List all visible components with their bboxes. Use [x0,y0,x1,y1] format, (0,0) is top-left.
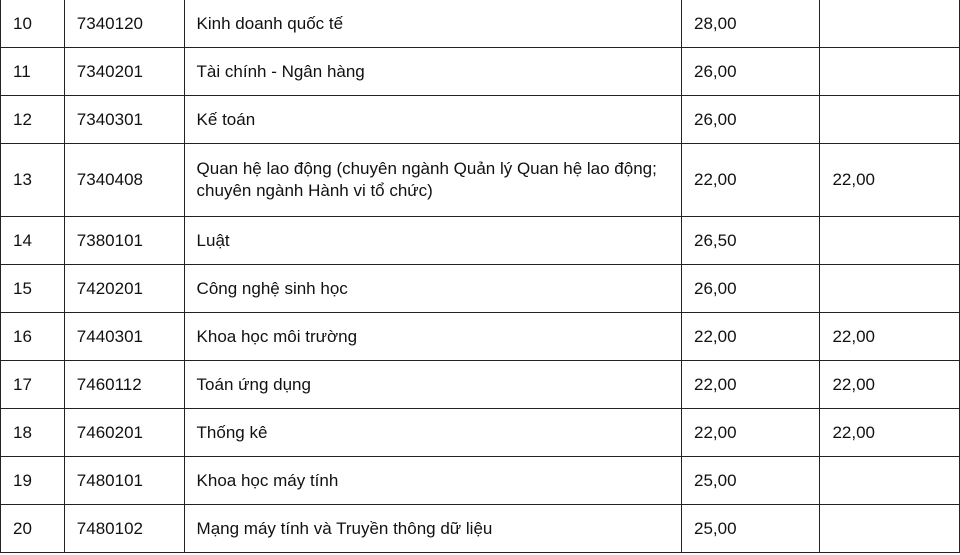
table-row [1,457,960,505]
cell-major-name: Khoa học môi trường [184,313,681,361]
cell-score-2: 22,00 [820,313,960,361]
cell-code: 7380101 [64,217,184,265]
cell-score: 25,00 [681,505,819,553]
cell-major-name: Mạng máy tính và Truyền thông dữ liệu [184,505,681,553]
cell-score-2 [820,96,960,144]
table-row [1,265,960,313]
cell-score-2 [820,48,960,96]
cell-stt: 15 [1,265,65,313]
table-body [1,0,960,553]
cell-score-2 [820,457,960,505]
cell-score: 22,00 [681,409,819,457]
cell-stt: 20 [1,505,65,553]
cell-score: 22,00 [681,313,819,361]
table-row [1,361,960,409]
cell-code: 7480101 [64,457,184,505]
cell-major-name: Thống kê [184,409,681,457]
cell-score: 22,00 [681,361,819,409]
table-row [1,96,960,144]
cell-code: 7460201 [64,409,184,457]
cell-score: 22,00 [681,144,819,217]
cell-stt: 12 [1,96,65,144]
cell-major-name: Kế toán [184,96,681,144]
table-row [1,48,960,96]
cell-major-name: Kinh doanh quốc tế [184,0,681,48]
cell-score-2: 22,00 [820,361,960,409]
table-row [1,0,960,48]
cell-stt: 13 [1,144,65,217]
cell-score: 26,00 [681,96,819,144]
cell-score-2 [820,505,960,553]
cell-score-2: 22,00 [820,409,960,457]
cell-major-name: Tài chính - Ngân hàng [184,48,681,96]
cell-score: 25,00 [681,457,819,505]
table-row [1,313,960,361]
cell-stt: 18 [1,409,65,457]
table-row [1,409,960,457]
cell-score: 28,00 [681,0,819,48]
cell-code: 7420201 [64,265,184,313]
cell-score-2: 22,00 [820,144,960,217]
cell-score-2 [820,265,960,313]
cell-stt: 17 [1,361,65,409]
cell-code: 7480102 [64,505,184,553]
cell-score: 26,00 [681,48,819,96]
cell-stt: 16 [1,313,65,361]
cell-stt: 11 [1,48,65,96]
cell-code: 7340301 [64,96,184,144]
table-row [1,217,960,265]
cell-major-name: Công nghệ sinh học [184,265,681,313]
cell-code: 7440301 [64,313,184,361]
cell-code: 7340201 [64,48,184,96]
cell-major-name: Khoa học máy tính [184,457,681,505]
cell-stt: 14 [1,217,65,265]
cell-score: 26,50 [681,217,819,265]
table-row [1,144,960,217]
cell-stt: 10 [1,0,65,48]
cell-score-2 [820,217,960,265]
cell-major-name: Luật [184,217,681,265]
cell-score: 26,00 [681,265,819,313]
cell-score-2 [820,0,960,48]
cell-code: 7340120 [64,0,184,48]
cell-code: 7340408 [64,144,184,217]
cell-code: 7460112 [64,361,184,409]
table-row [1,505,960,553]
cell-stt: 19 [1,457,65,505]
cell-major-name: Quan hệ lao động (chuyên ngành Quản lý Quan hệ lao động; chuyên ngành Hành vi tổ chức) [184,144,681,217]
cell-major-name: Toán ứng dụng [184,361,681,409]
